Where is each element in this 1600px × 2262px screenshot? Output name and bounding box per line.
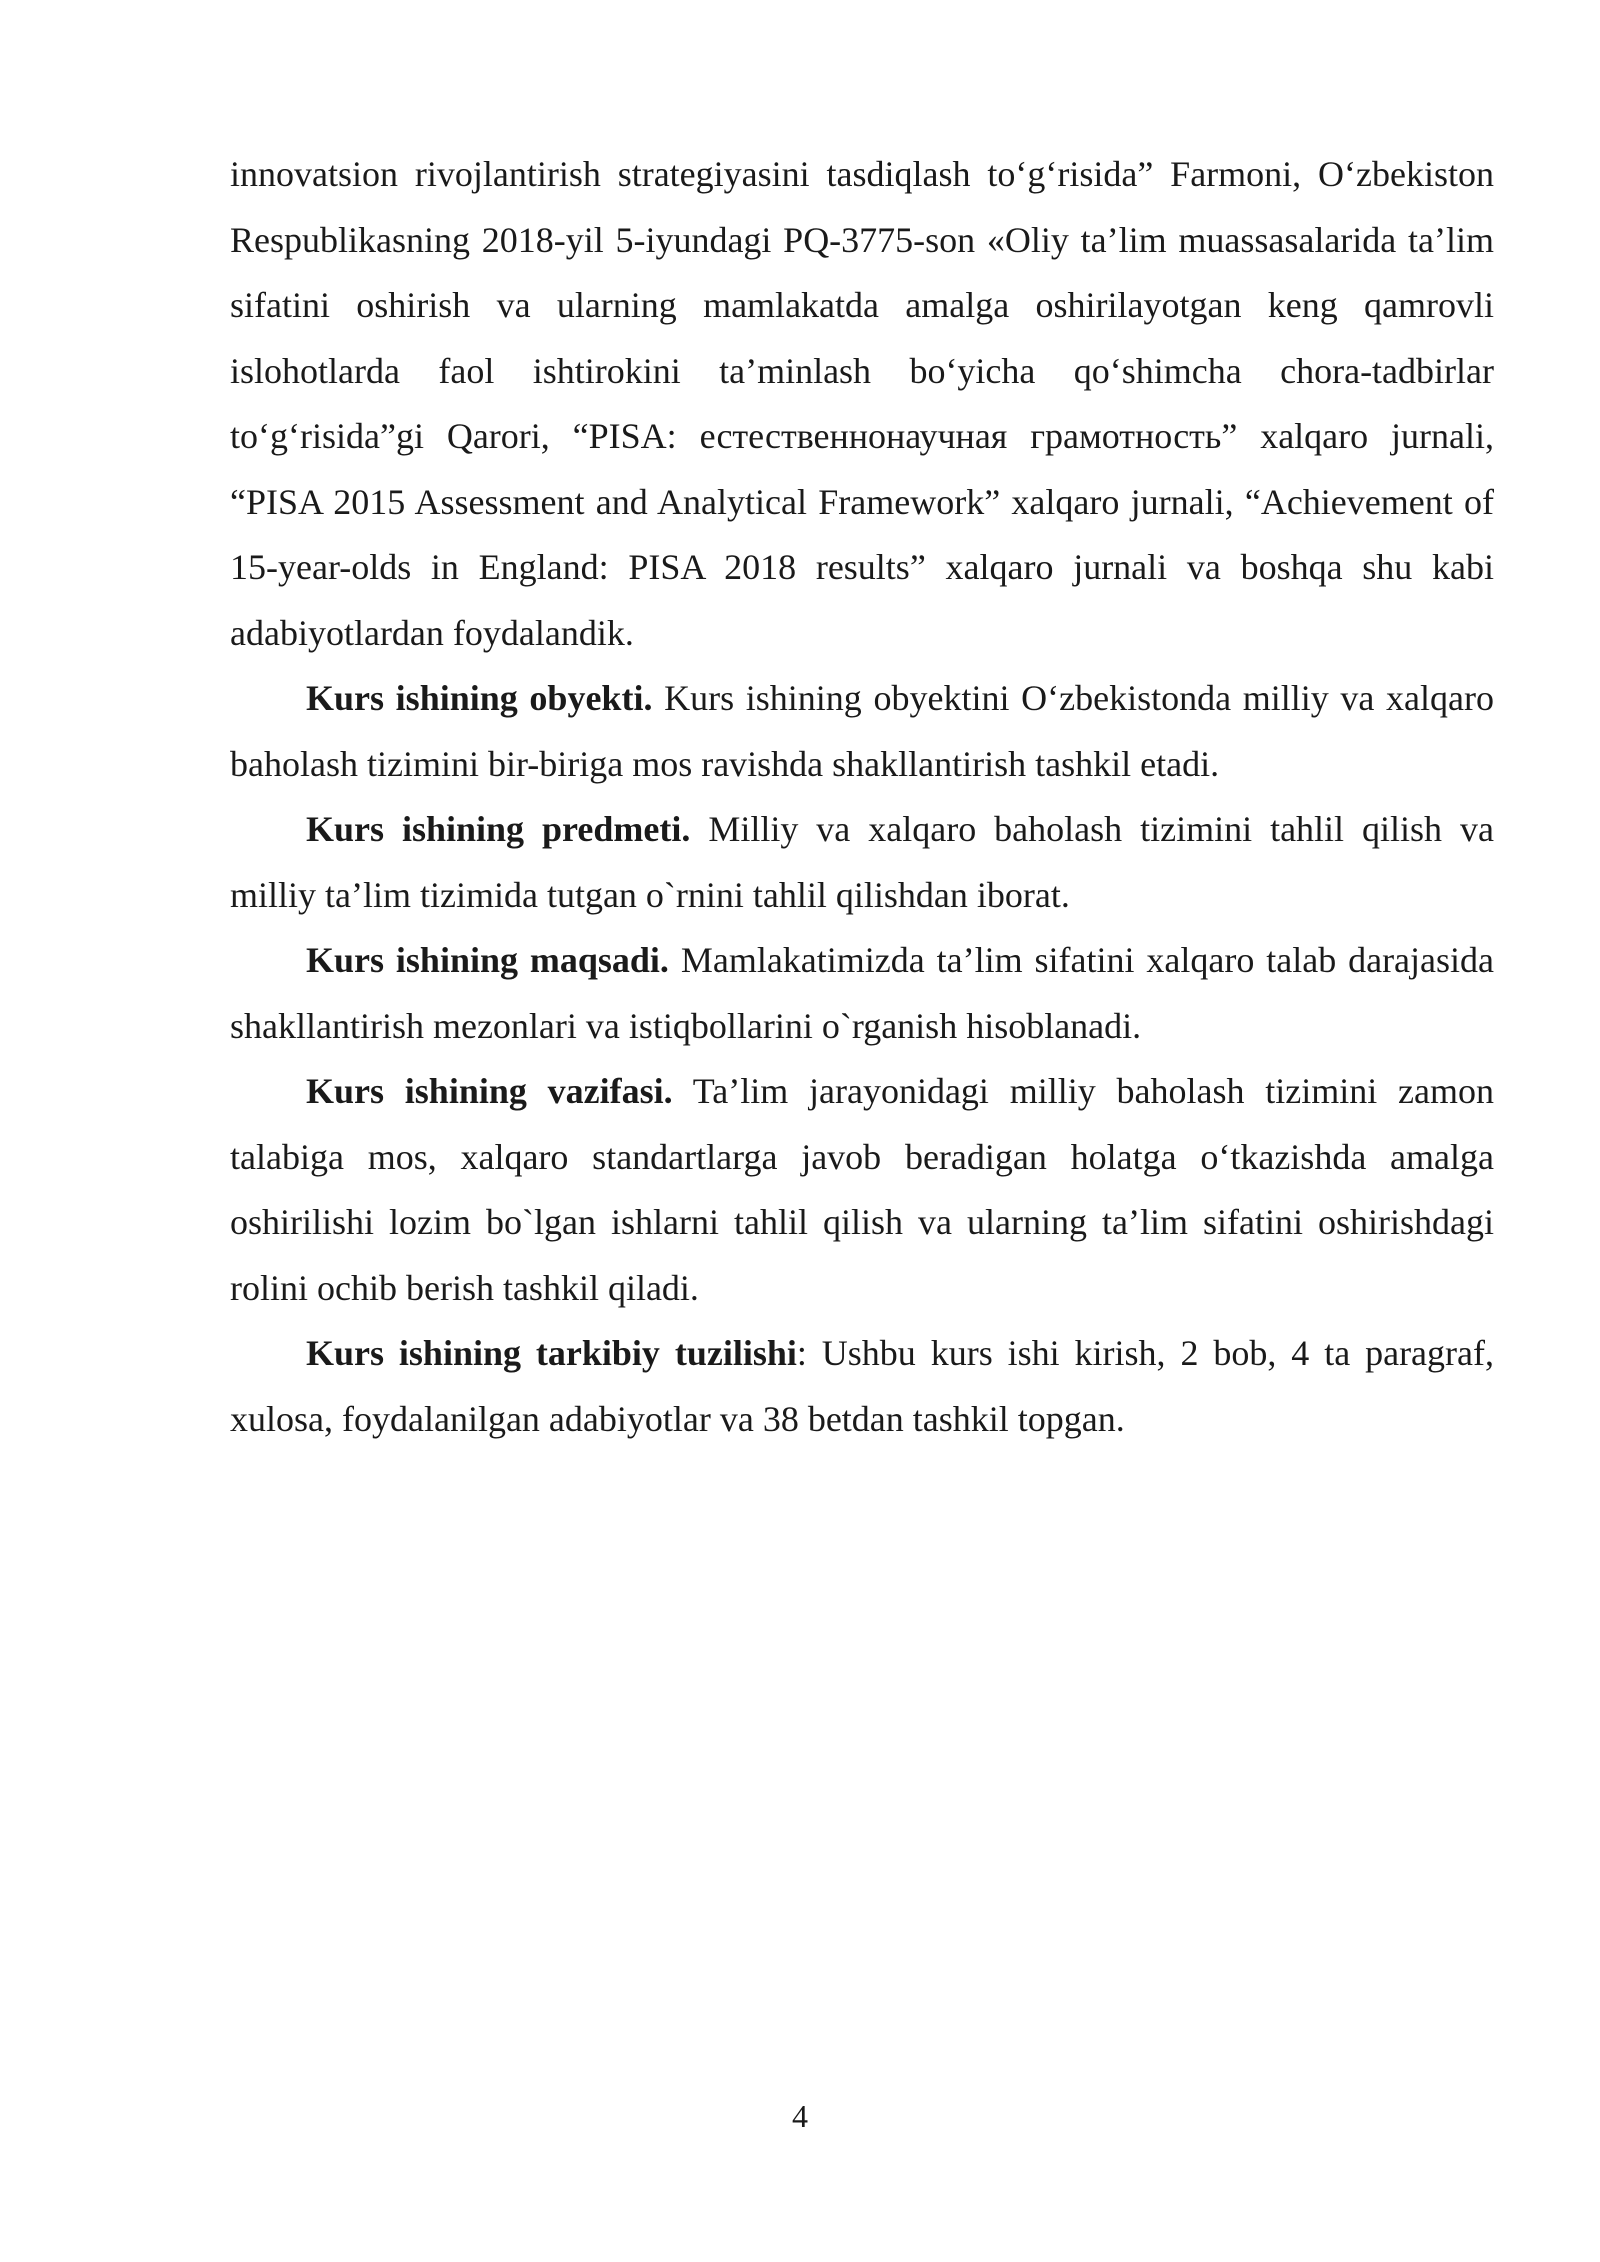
body-text: [230, 142, 1494, 1452]
task-text: Ta’lim jarayonidagi milliy baholash tizimini zamon talabiga mos, xalqaro standartlarga javob beradigan holatga o‘tkazishda amalga oshirilishi lozim bo`lgan ishlarni tahlil qilish va ularning ta’lim sifatini oshirishdagi rolini ochib berish tashkil qiladi.: [230, 1071, 1494, 1308]
subject-paragraph: [230, 797, 1494, 928]
subject-heading: Kurs ishining predmeti.: [306, 809, 691, 849]
page-number: 4: [792, 2098, 808, 2134]
structure-text: : Ushbu kurs ishi kirish, 2 bob, 4 ta paragraf, xulosa, foydalanilgan adabiyotlar va 38 betdan tashkil topgan.: [230, 1333, 1494, 1439]
structure-heading: Kurs ishining tarkibiy tuzilishi: [306, 1333, 797, 1373]
intro-paragraph: innovatsion rivojlantirish strategiyasini tasdiqlash to‘g‘risida” Farmoni, O‘zbekiston Respublikasning 2018-yil 5-iyundagi PQ-3775-son «Oliy ta’lim muassasalarida ta’lim sifatini oshirish va ularning mamlakatda amalga oshirilayotgan keng qamrovli islohotlarda faol ishtirokini ta’minlash bo‘yicha qo‘shimcha chora-tadbirlar to‘g‘risida”gi Qarori, “PISA: естественнонаучная грамотность” xalqaro jurnali, “PISA 2015 Assessment and Analytical Framework” xalqaro jurnali, “Achievement of 15-year-olds in England: PISA 2018 results” xalqaro jurnali va boshqa shu kabi adabiyotlardan foydalandik.: [230, 154, 1494, 653]
object-paragraph: [230, 666, 1494, 797]
object-text: Kurs ishining obyektini O‘zbekistonda milliy va xalqaro baholash tizimini bir-biriga mos ravishda shakllantirish tashkil etadi.: [230, 678, 1494, 784]
task-paragraph: [230, 1059, 1494, 1321]
structure-paragraph: [230, 1321, 1494, 1452]
object-heading: Kurs ishining obyekti.: [306, 678, 653, 718]
goal-heading: Kurs ishining maqsadi.: [306, 940, 669, 980]
subject-text: Milliy va xalqaro baholash tizimini tahlil qilish va milliy ta’lim tizimida tutgan o`rnini tahlil qilishdan iborat.: [230, 809, 1494, 915]
goal-paragraph: [230, 928, 1494, 1059]
task-heading: Kurs ishining vazifasi.: [306, 1071, 673, 1111]
goal-text: Mamlakatimizda ta’lim sifatini xalqaro talab darajasida shakllantirish mezonlari va istiqbollarini o`rganish hisoblanadi.: [230, 940, 1495, 1046]
